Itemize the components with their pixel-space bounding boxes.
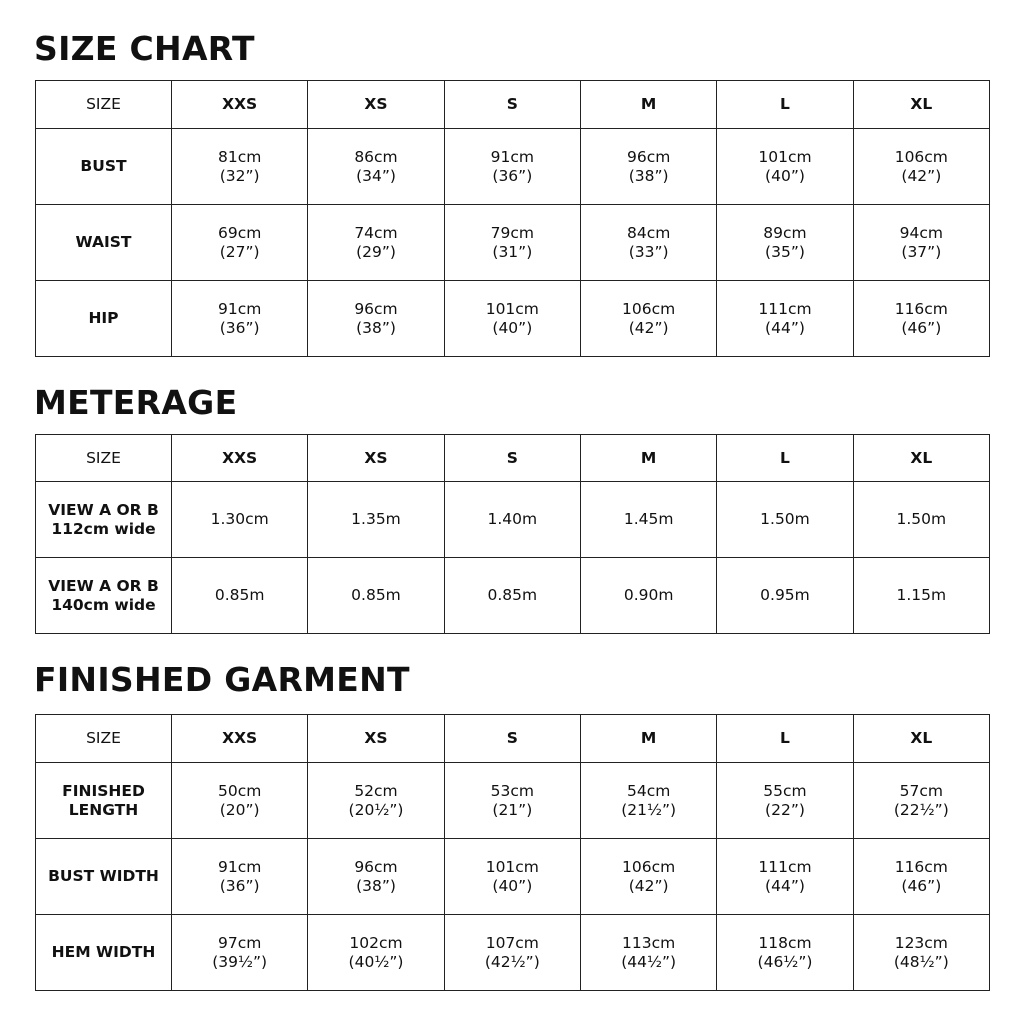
measurement-cell: 0.85m <box>308 558 444 634</box>
measurement-cell: 1.45m <box>580 482 716 558</box>
measurement-cell: 0.95m <box>717 558 853 634</box>
size-column-header: M <box>580 81 716 129</box>
table-header-row <box>36 435 990 482</box>
size-header-cell: SIZE <box>36 435 172 482</box>
table-row <box>36 482 990 558</box>
measurement-cell: 107cm (42½”) <box>444 915 580 991</box>
row-label: WAIST <box>36 205 172 281</box>
measurement-cell: 91cm (36”) <box>172 281 308 357</box>
table-header-row <box>36 81 990 129</box>
measurement-cell: 0.90m <box>580 558 716 634</box>
measurement-cell: 57cm (22½”) <box>853 763 989 839</box>
table-row <box>36 129 990 205</box>
measurement-cell: 116cm (46”) <box>853 839 989 915</box>
measurement-cell: 111cm (44”) <box>717 281 853 357</box>
size-column-header: XL <box>853 715 989 763</box>
size-header-cell: SIZE <box>36 81 172 129</box>
measurement-cell: 52cm (20½”) <box>308 763 444 839</box>
measurement-cell: 0.85m <box>172 558 308 634</box>
measurement-cell: 50cm (20”) <box>172 763 308 839</box>
row-label: BUST WIDTH <box>36 839 172 915</box>
measurement-cell: 81cm (32”) <box>172 129 308 205</box>
measurement-cell: 111cm (44”) <box>717 839 853 915</box>
measurement-cell: 106cm (42”) <box>580 281 716 357</box>
measurement-cell: 113cm (44½”) <box>580 915 716 991</box>
size-column-header: XL <box>853 435 989 482</box>
table-row <box>36 205 990 281</box>
measurement-cell: 91cm (36”) <box>172 839 308 915</box>
size-column-header: L <box>717 715 853 763</box>
measurement-cell: 0.85m <box>444 558 580 634</box>
size-column-header: XS <box>308 715 444 763</box>
measurement-cell: 55cm (22”) <box>717 763 853 839</box>
measurement-cell: 1.50m <box>717 482 853 558</box>
measurement-cell: 74cm (29”) <box>308 205 444 281</box>
measurement-cell: 116cm (46”) <box>853 281 989 357</box>
measurement-cell: 106cm (42”) <box>853 129 989 205</box>
measurement-cell: 54cm (21½”) <box>580 763 716 839</box>
size-column-header: XXS <box>172 81 308 129</box>
measurement-cell: 118cm (46½”) <box>717 915 853 991</box>
size-column-header: XL <box>853 81 989 129</box>
section-title-finished-garment: FINISHED GARMENT <box>34 660 410 699</box>
measurement-cell: 79cm (31”) <box>444 205 580 281</box>
measurement-cell: 69cm (27”) <box>172 205 308 281</box>
section-title-meterage: METERAGE <box>34 383 238 422</box>
measurement-cell: 102cm (40½”) <box>308 915 444 991</box>
measurement-cell: 94cm (37”) <box>853 205 989 281</box>
measurement-cell: 91cm (36”) <box>444 129 580 205</box>
size-column-header: M <box>580 715 716 763</box>
table-row <box>36 915 990 991</box>
size-column-header: XXS <box>172 435 308 482</box>
size-column-header: XS <box>308 81 444 129</box>
size-column-header: S <box>444 435 580 482</box>
size-column-header: L <box>717 81 853 129</box>
row-label: HIP <box>36 281 172 357</box>
measurement-cell: 101cm (40”) <box>444 839 580 915</box>
meterage-table <box>35 434 990 634</box>
size-header-cell: SIZE <box>36 715 172 763</box>
measurement-cell: 1.35m <box>308 482 444 558</box>
size-column-header: S <box>444 715 580 763</box>
row-label: HEM WIDTH <box>36 915 172 991</box>
measurement-cell: 101cm (40”) <box>717 129 853 205</box>
table-row <box>36 281 990 357</box>
measurement-cell: 101cm (40”) <box>444 281 580 357</box>
measurement-cell: 89cm (35”) <box>717 205 853 281</box>
measurement-cell: 1.50m <box>853 482 989 558</box>
row-label: BUST <box>36 129 172 205</box>
table-row <box>36 763 990 839</box>
finished-garment-table <box>35 714 990 991</box>
measurement-cell: 86cm (34”) <box>308 129 444 205</box>
size-column-header: XXS <box>172 715 308 763</box>
measurement-cell: 96cm (38”) <box>308 839 444 915</box>
size-column-header: L <box>717 435 853 482</box>
table-row <box>36 839 990 915</box>
table-row <box>36 558 990 634</box>
row-label: FINISHED LENGTH <box>36 763 172 839</box>
measurement-cell: 123cm (48½”) <box>853 915 989 991</box>
row-label: VIEW A OR B 140cm wide <box>36 558 172 634</box>
measurement-cell: 84cm (33”) <box>580 205 716 281</box>
size-column-header: M <box>580 435 716 482</box>
measurement-cell: 1.15m <box>853 558 989 634</box>
measurement-cell: 97cm (39½”) <box>172 915 308 991</box>
row-label: VIEW A OR B 112cm wide <box>36 482 172 558</box>
measurement-cell: 96cm (38”) <box>580 129 716 205</box>
measurement-cell: 1.40m <box>444 482 580 558</box>
table-header-row <box>36 715 990 763</box>
measurement-cell: 106cm (42”) <box>580 839 716 915</box>
section-title-size-chart: SIZE CHART <box>34 29 255 68</box>
size-column-header: S <box>444 81 580 129</box>
measurement-cell: 53cm (21”) <box>444 763 580 839</box>
measurement-cell: 96cm (38”) <box>308 281 444 357</box>
measurement-cell: 1.30cm <box>172 482 308 558</box>
size-column-header: XS <box>308 435 444 482</box>
size-chart-table <box>35 80 990 357</box>
